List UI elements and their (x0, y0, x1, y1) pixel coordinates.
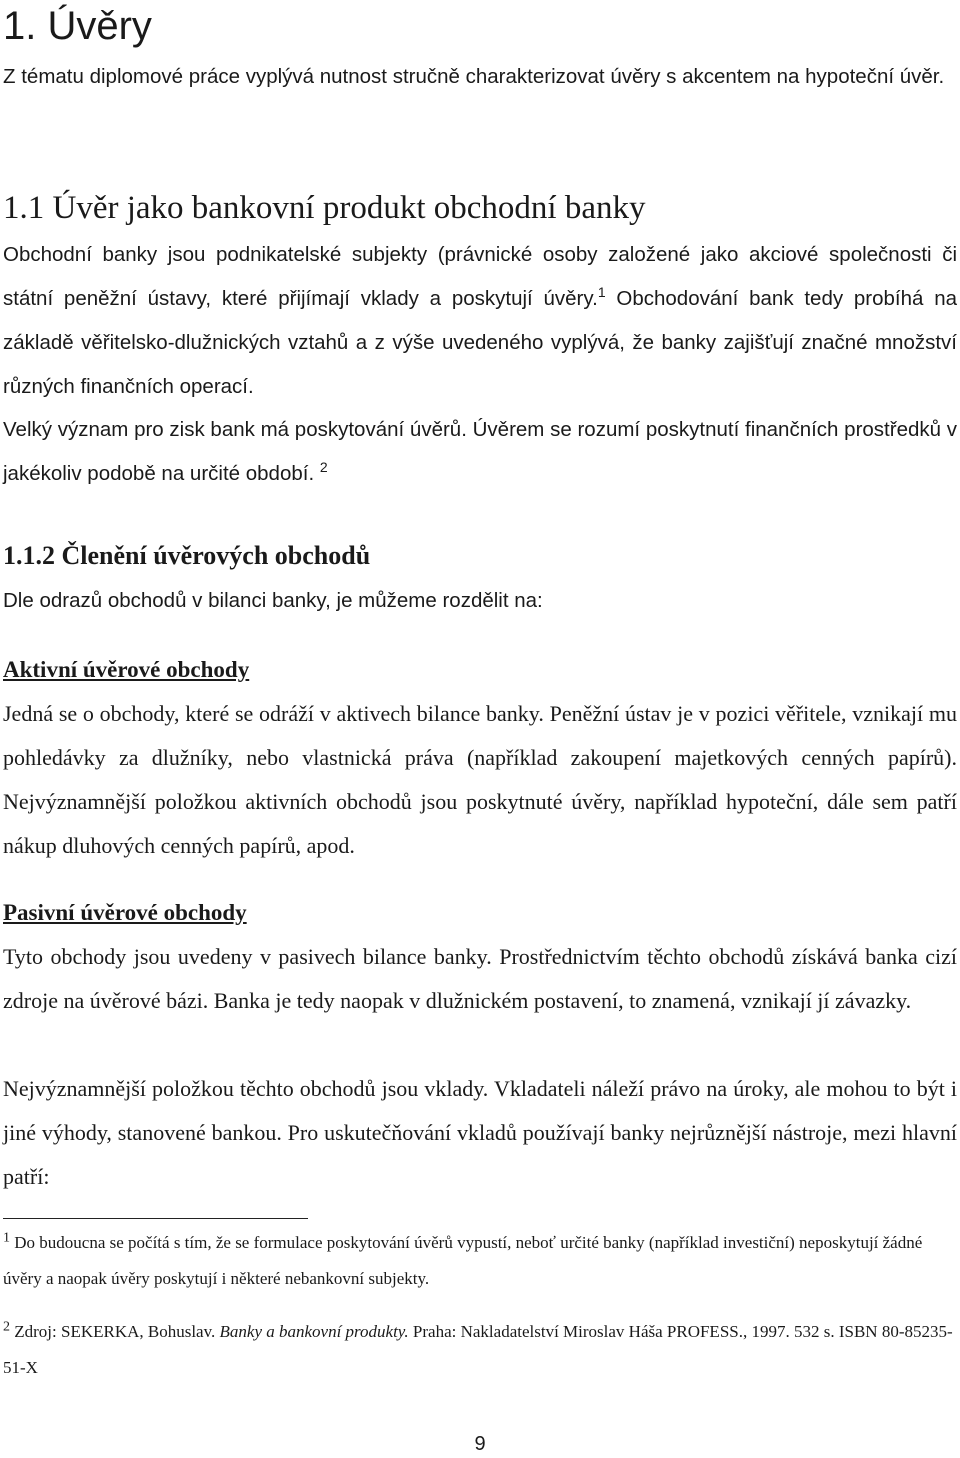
chapter-intro: Z tématu diplomové práce vyplývá nutnost stručně charakterizovat úvěry s akcentem na hypoteční úvěr. (3, 65, 945, 88)
section-paragraph-1-text: Obchodní banky jsou podnikatelské subjekty (právnické osoby založené jako akciové společnosti či státní peněžní ústavy, které přijímají vklady a poskytují úvěry. (3, 243, 957, 310)
footnote-2-post: Praha: Nakladatelství Miroslav Háša PROFESS., 1997. 532 s. ISBN 80-85235-51-X (3, 1322, 953, 1377)
footnote-ref-2: 2 (319, 459, 328, 476)
active-paragraph: Jedná se o obchody, které se odráží v aktivech bilance banky. Peněžní ústav je v pozici věřitele, vznikají mu pohledávky za dlužníky, nebo vlastnická práva (například zakoupení majetkových cenných papírů). Nejvýznamnější položkou aktivních obchodů jsou poskytnuté úvěry, například hypoteční, dále sem patří nákup dluhových cenných papírů, apod. (3, 701, 957, 858)
footnote-1-number: 1 (3, 1230, 10, 1246)
section-paragraph-2-text: Velký význam pro zisk bank má poskytování úvěrů. Úvěrem se rozumí poskytnutí finančních prostředků v jakékoliv podobě na určité období. (3, 418, 957, 485)
footnote-2-number: 2 (3, 1319, 10, 1335)
passive-paragraph-1: Tyto obchody jsou uvedeny v pasivech bilance banky. Prostřednictvím těchto obchodů získává banka cizí zdroje na úvěrové bázi. Banka je tedy naopak v dlužnickém postavení, to znamená, vznikají jí závazky. (3, 944, 957, 1013)
footnote-2-title: Banky a bankovní produkty. (219, 1322, 409, 1341)
footnote-2-pre: Zdroj: SEKERKA, Bohuslav. (10, 1322, 220, 1341)
footnote-1 (3, 1225, 957, 1297)
passive-paragraph-2: Nejvýznamnější položkou těchto obchodů jsou vklady. Vkladateli náleží právo na úroky, ale mohou to být i jiné výhody, stanovené bankou. Pro uskutečňování vkladů používají banky nejrůznější nástroje, mezi hlavní patří: (3, 1076, 957, 1189)
section-paragraph-2 (3, 408, 957, 496)
section-paragraph-1 (3, 233, 957, 409)
footnote-2 (3, 1314, 957, 1386)
subsection-intro: Dle odrazů obchodů v bilanci banky, je můžeme rozdělit na: (3, 589, 543, 612)
chapter-title: 1. Úvěry (3, 4, 152, 48)
active-heading: Aktivní úvěrové obchody (3, 657, 250, 682)
footnote-separator (3, 1218, 308, 1219)
section-paragraph-1-tail: Obchodování bank tedy probíhá na základě věřitelsko-dlužnických vztahů a z výše uvedeného vyplývá, že banky zajišťují značné množství různých finančních operací. (3, 287, 957, 398)
page-number: 9 (474, 1433, 486, 1455)
subsection-title: 1.1.2 Členění úvěrových obchodů (3, 541, 371, 570)
footnote-ref-1: 1 (597, 284, 606, 301)
section-title: 1.1 Úvěr jako bankovní produkt obchodní banky (3, 190, 646, 226)
passive-heading: Pasivní úvěrové obchody (3, 900, 247, 925)
footnote-1-text: Do budoucna se počítá s tím, že se formulace poskytování úvěrů vypustí, neboť určité banky (například investiční) neposkytují žádné úvěry a naopak úvěry poskytují i některé nebankovní subjekty. (3, 1233, 923, 1288)
